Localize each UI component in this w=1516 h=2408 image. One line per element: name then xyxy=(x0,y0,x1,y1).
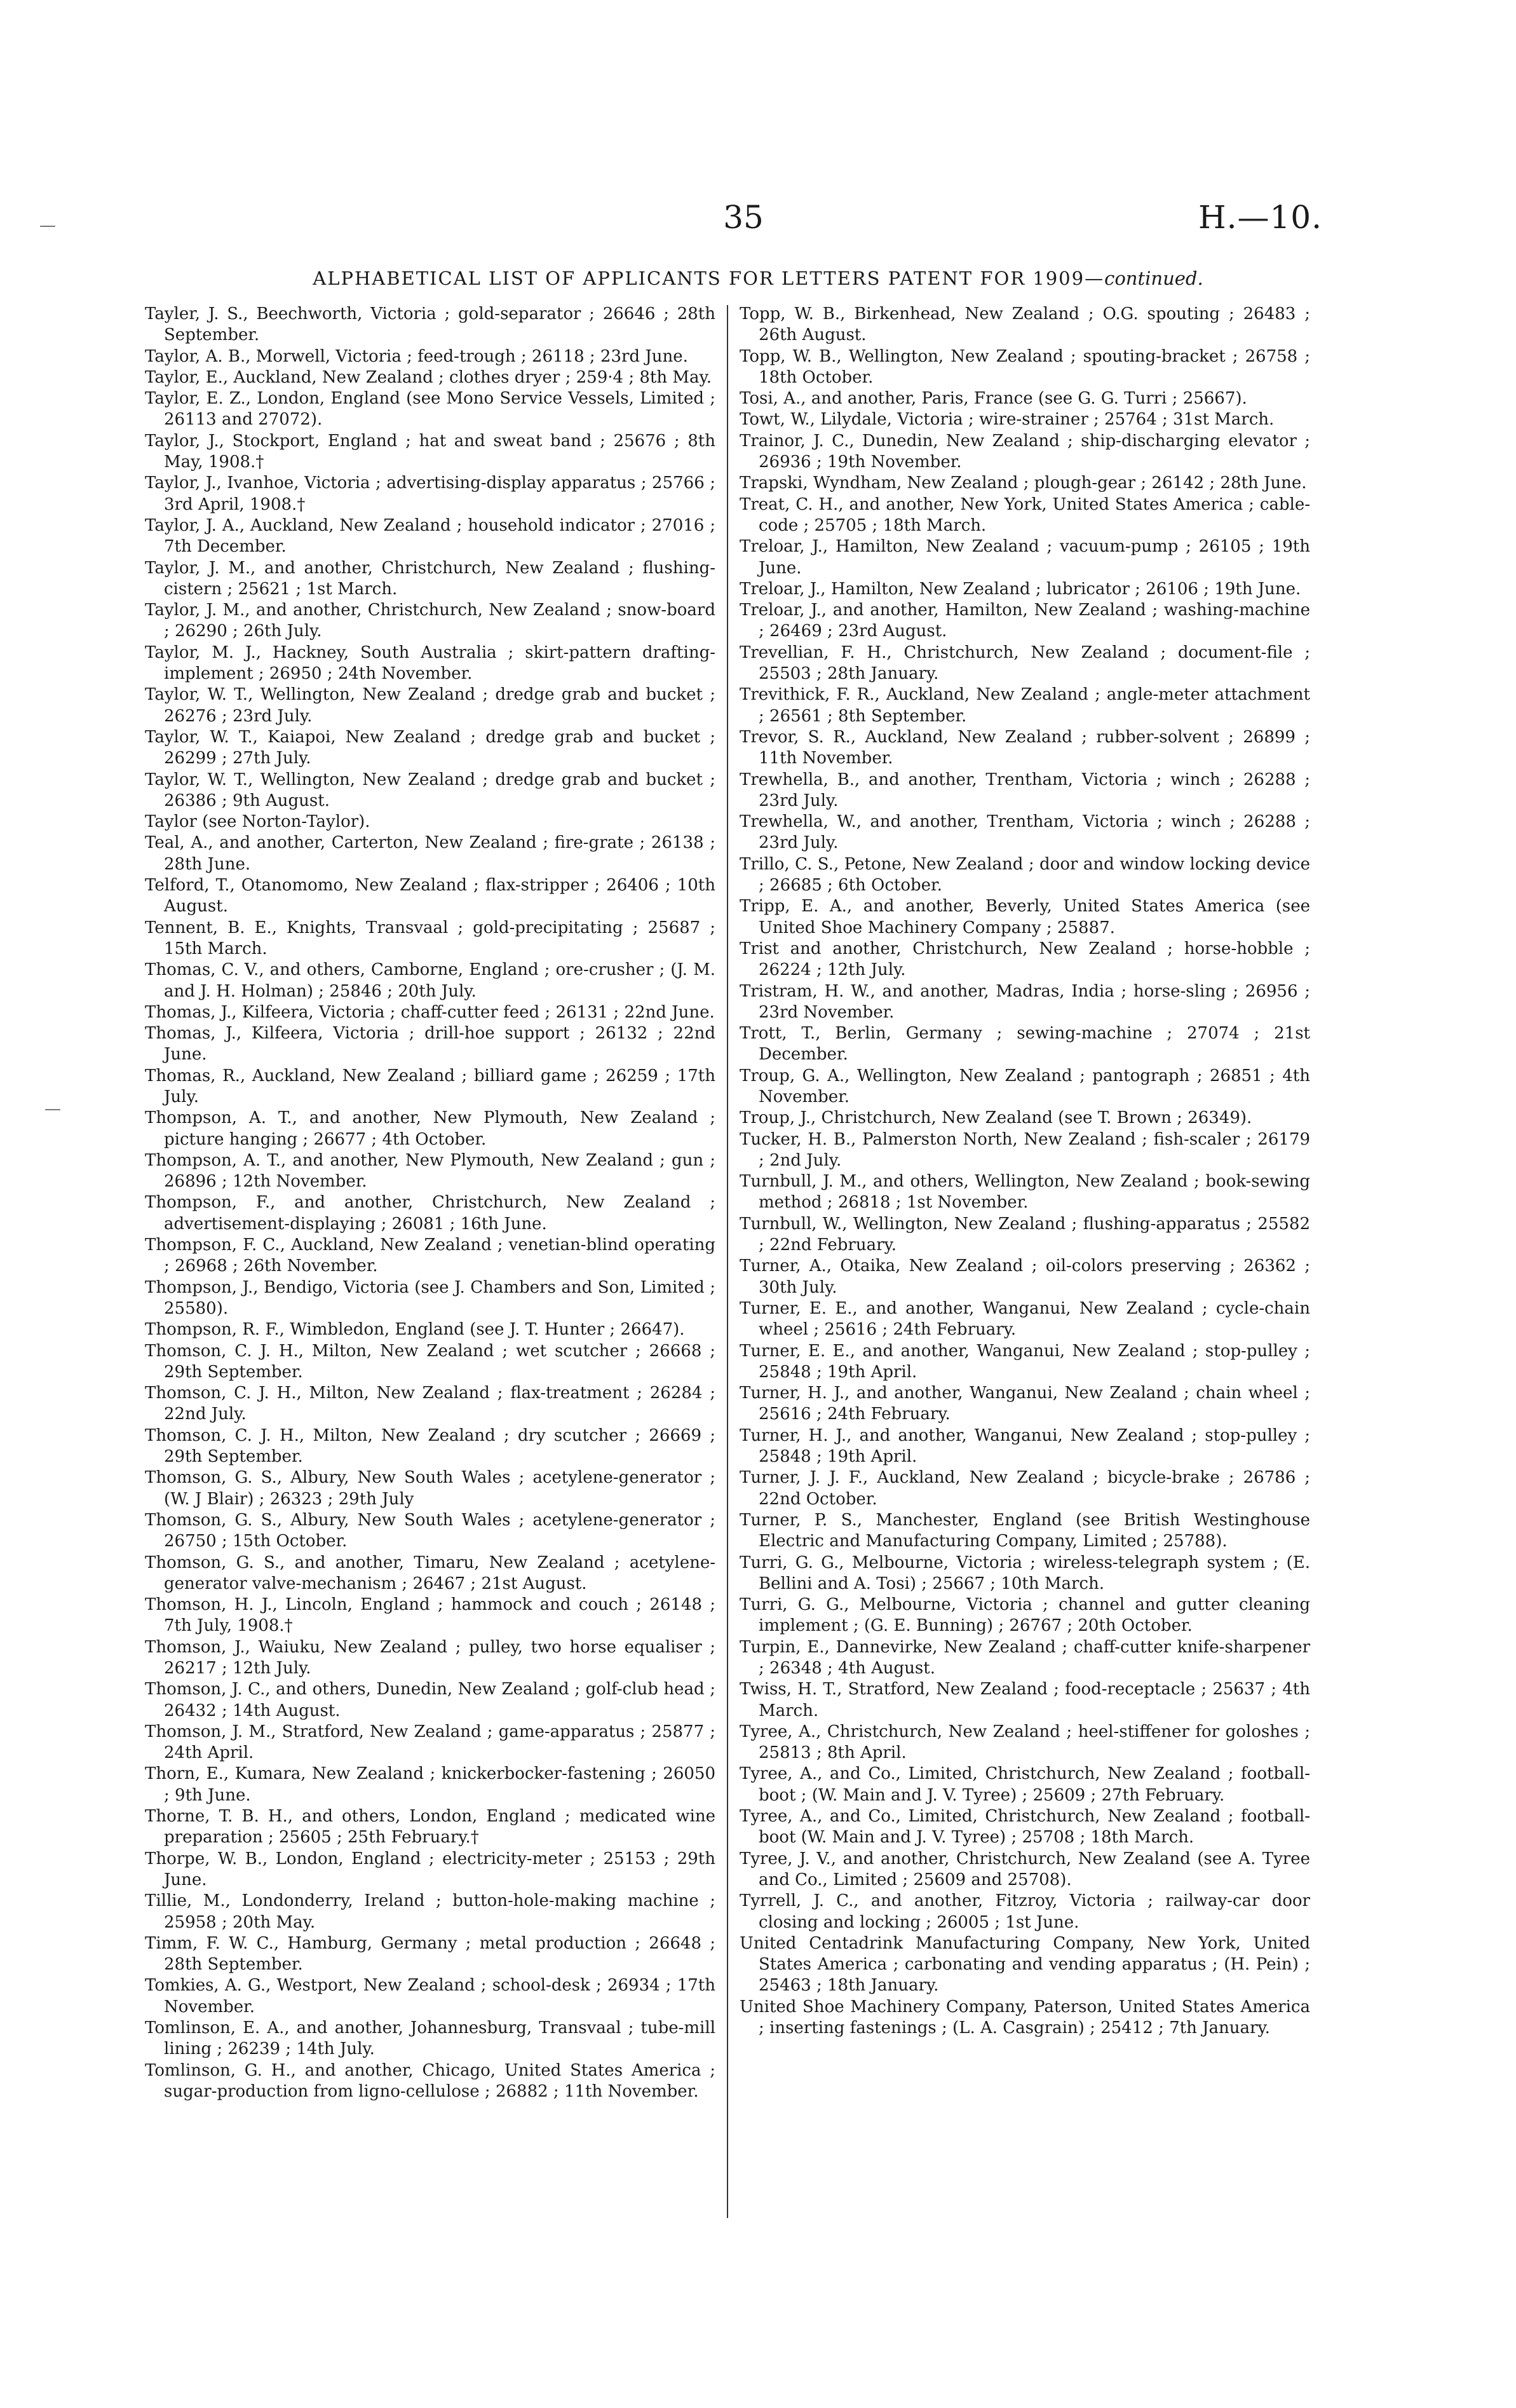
patent-entry: Thomson, C. J. H., Milton, New Zealand ; flax-treatment ; 26284 ; 22nd July. xyxy=(145,1384,715,1424)
patent-entry: Tosi, A., and another, Paris, France (see G. G. Turri ; 25667). xyxy=(740,389,1247,409)
patent-entry: Trewhella, B., and another, Trentham, Victoria ; winch ; 26288 ; 23rd July. xyxy=(740,770,1310,810)
patent-entry: Thomson, C. J. H., Milton, New Zealand ; dry scutcher ; 26669 ; 29th September. xyxy=(145,1425,715,1467)
patent-entry: Turner, A., Otaika, New Zealand ; oil-colors preserving ; 26362 ; 30th July. xyxy=(740,1256,1310,1297)
patent-entry: Treloar, J., Hamilton, New Zealand ; lubricator ; 26106 ; 19th June. xyxy=(740,579,1301,599)
patent-entry: Tennent, B. E., Knights, Transvaal ; gold-precipitating ; 25687 ; 15th March. xyxy=(145,918,715,958)
column-divider xyxy=(727,305,728,2218)
patent-entry: Thorpe, W. B., London, England ; electricity-meter ; 25153 ; 29th June. xyxy=(145,1849,715,1889)
patent-entry: Tomlinson, G. H., and another, Chicago, United States America ; sugar-production from ligno-cellulose ; 26882 ; 11th November. xyxy=(145,2060,715,2101)
patent-entry: Turri, G. G., Melbourne, Victoria ; wireless-telegraph system ; (E. Bellini and A. Tosi) ; 25667 ; 10th March. xyxy=(740,1553,1310,1593)
patent-entry: Trewhella, W., and another, Trentham, Victoria ; winch ; 26288 ; 23rd July. xyxy=(740,812,1310,853)
patent-entry: Treloar, J., Hamilton, New Zealand ; vacuum-pump ; 26105 ; 19th June. xyxy=(740,537,1310,578)
patent-entry: Taylor, J. A., Auckland, New Zealand ; household indicator ; 27016 ; 7th December. xyxy=(145,515,715,557)
patent-entry: Turpin, E., Dannevirke, New Zealand ; chaff-cutter knife-sharpener ; 26348 ; 4th August. xyxy=(740,1637,1310,1678)
patent-entry: Teal, A., and another, Carterton, New Zealand ; fire-grate ; 26138 ; 28th June. xyxy=(145,833,715,874)
patent-entry: Taylor, A. B., Morwell, Victoria ; feed-trough ; 26118 ; 23rd June. xyxy=(145,346,688,366)
patent-entry: Turnbull, J. M., and others, Wellington, New Zealand ; book-sewing method ; 26818 ; 1st November. xyxy=(740,1172,1310,1213)
patent-entry: Tyrrell, J. C., and another, Fitzroy, Victoria ; railway-car door closing and locking ; 26005 ; 1st June. xyxy=(740,1891,1310,1932)
patent-entry: Taylor, J. M., and another, Christchurch, New Zealand ; flushing-cistern ; 25621 ; 1st March. xyxy=(145,558,715,599)
patent-entry: Turnbull, W., Wellington, New Zealand ; flushing-apparatus ; 25582 ; 22nd February. xyxy=(740,1214,1310,1255)
patent-entry: Thompson, A. T., and another, New Plymouth, New Zealand ; picture hanging ; 26677 ; 4th October. xyxy=(145,1108,715,1149)
right-column xyxy=(740,304,1310,2039)
patent-entry: Turner, H. J., and another, Wanganui, New Zealand ; chain wheel ; 25616 ; 24th February. xyxy=(740,1384,1310,1424)
patent-entry: Tomkies, A. G., Westport, New Zealand ; school-desk ; 26934 ; 17th November. xyxy=(145,1976,715,2017)
left-column xyxy=(145,304,715,2102)
patent-entry: Tyree, A., and Co., Limited, Christchurch, New Zealand ; football-boot (W. Main and J. V. Tyree) ; 25708 ; 18th March. xyxy=(740,1807,1310,1847)
patent-entry: Thompson, J., Bendigo, Victoria (see J. Chambers and Son, Limited ; 25580). xyxy=(145,1277,715,1318)
patent-entry: Taylor, E. Z., London, England (see Mono Service Vessels, Limited ; 26113 and 27072). xyxy=(145,389,715,430)
patent-entry: Turner, H. J., and another, Wanganui, New Zealand ; stop-pulley ; 25848 ; 19th April. xyxy=(740,1425,1310,1467)
patent-entry: Thomson, G. S., Albury, New South Wales ; acetylene-generator ; (W. J Blair) ; 26323 ; 29th July xyxy=(145,1468,715,1509)
patent-entry: Trainor, J. C., Dunedin, New Zealand ; ship-discharging elevator ; 26936 ; 19th November. xyxy=(740,431,1310,472)
patent-entry: Taylor, W. T., Wellington, New Zealand ; dredge grab and bucket ; 26276 ; 23rd July. xyxy=(145,685,715,726)
patent-entry: United Centadrink Manufacturing Company, New York, United States America ; carbonating and vending apparatus ; (H. Pein) ; 25463 ; 18th January. xyxy=(740,1933,1310,1996)
patent-entry: Trott, T., Berlin, Germany ; sewing-machine ; 27074 ; 21st December. xyxy=(740,1024,1310,1065)
patent-entry: United Shoe Machinery Company, Paterson, United States America ; inserting fastenings ; (L. A. Casgrain) ; 25412 ; 7th January. xyxy=(740,1997,1310,2038)
patent-entry: Tyree, A., Christchurch, New Zealand ; heel-stiffener for goloshes ; 25813 ; 8th April. xyxy=(740,1722,1310,1763)
patent-entry: Thompson, F. C., Auckland, New Zealand ; venetian-blind operating ; 26968 ; 26th November. xyxy=(145,1235,715,1276)
patent-entry: Thompson, F., and another, Christchurch, New Zealand ; advertisement-displaying ; 26081 ; 16th June. xyxy=(145,1193,715,1234)
patent-entry: Taylor, J., Stockport, England ; hat and sweat band ; 25676 ; 8th May, 1908.† xyxy=(145,431,715,472)
patent-entry: Thomas, J., Kilfeera, Victoria ; chaff-cutter feed ; 26131 ; 22nd June. xyxy=(145,1002,715,1022)
patent-entry: Telford, T., Otanomomo, New Zealand ; flax-stripper ; 26406 ; 10th August. xyxy=(145,876,715,916)
patent-entry: Turner, E. E., and another, Wanganui, New Zealand ; cycle-chain wheel ; 25616 ; 24th February. xyxy=(740,1298,1310,1340)
list-heading-continued: continued. xyxy=(1104,268,1203,289)
patent-entry: Thompson, R. F., Wimbledon, England (see J. T. Hunter ; 26647). xyxy=(145,1320,685,1340)
patent-entry: Thomas, R., Auckland, New Zealand ; billiard game ; 26259 ; 17th July. xyxy=(145,1066,715,1106)
list-heading xyxy=(127,266,1389,291)
page-number: 35 xyxy=(723,199,764,236)
patent-entry: Turner, P. S., Manchester, England (see British Westinghouse Electric and Manufacturing Company, Limited ; 25788). xyxy=(740,1510,1310,1551)
patent-entry: Thomson, J. M., Stratford, New Zealand ; game-apparatus ; 25877 ; 24th April. xyxy=(145,1722,715,1763)
patent-entry: Topp, W. B., Wellington, New Zealand ; spouting-bracket ; 26758 ; 18th October. xyxy=(740,346,1310,387)
patent-entry: Tyree, J. V., and another, Christchurch, New Zealand (see A. Tyree and Co., Limited ; 25609 and 25708). xyxy=(740,1849,1310,1889)
patent-entry: Topp, W. B., Birkenhead, New Zealand ; O.G. spouting ; 26483 ; 26th August. xyxy=(740,304,1310,345)
patent-entry: Trist and another, Christchurch, New Zealand ; horse-hobble ; 26224 ; 12th July. xyxy=(740,939,1310,980)
patent-entry: Twiss, H. T., Stratford, New Zealand ; food-receptacle ; 25637 ; 4th March. xyxy=(740,1680,1310,1720)
patent-entry: Taylor, M. J., Hackney, South Australia ; skirt-pattern drafting-implement ; 26950 ; 24th November. xyxy=(145,643,715,684)
margin-mark: — xyxy=(44,1099,61,1119)
patent-entry: Thomson, J. C., and others, Dunedin, New Zealand ; golf-club head ; 26432 ; 14th August. xyxy=(145,1680,715,1720)
patent-entry: Tristram, H. W., and another, Madras, India ; horse-sling ; 26956 ; 23rd November. xyxy=(740,981,1310,1022)
patent-entry: Tillie, M., Londonderry, Ireland ; button-hole-making machine ; 25958 ; 20th May. xyxy=(145,1891,715,1932)
patent-entry: Thompson, A. T., and another, New Plymouth, New Zealand ; gun ; 26896 ; 12th November. xyxy=(145,1150,715,1192)
patent-entry: Troup, J., Christchurch, New Zealand (see T. Brown ; 26349). xyxy=(740,1108,1252,1128)
patent-entry: Turri, G. G., Melbourne, Victoria ; channel and gutter cleaning implement ; (G. E. Bunning) ; 26767 ; 20th October. xyxy=(740,1595,1310,1636)
document-reference: H.—10. xyxy=(1198,199,1322,236)
patent-entry: Taylor, E., Auckland, New Zealand ; clothes dryer ; 259·4 ; 8th May. xyxy=(145,367,712,387)
margin-mark: — xyxy=(39,216,56,235)
patent-entry: Thorne, T. B. H., and others, London, England ; medicated wine preparation ; 25605 ; 25th February.† xyxy=(145,1807,715,1847)
patent-entry: Thomson, H. J., Lincoln, England ; hammock and couch ; 26148 ; 7th July, 1908.† xyxy=(145,1595,715,1636)
patent-entry: Treat, C. H., and another, New York, United States America ; cable-code ; 25705 ; 18th March. xyxy=(740,494,1310,535)
patent-entry: Turner, E. E., and another, Wanganui, New Zealand ; stop-pulley ; 25848 ; 19th April. xyxy=(740,1341,1310,1382)
patent-entry: Timm, F. W. C., Hamburg, Germany ; metal production ; 26648 ; 28th September. xyxy=(145,1933,715,1975)
patent-entry: Taylor, W. T., Wellington, New Zealand ; dredge grab and bucket ; 26386 ; 9th August. xyxy=(145,770,715,810)
patent-entry: Thorn, E., Kumara, New Zealand ; knickerbocker-fastening ; 26050 ; 9th June. xyxy=(145,1764,715,1805)
patent-entry: Taylor, J. M., and another, Christchurch, New Zealand ; snow-board ; 26290 ; 26th July. xyxy=(145,601,715,641)
patent-entry: Tayler, J. S., Beechworth, Victoria ; gold-separator ; 26646 ; 28th September. xyxy=(145,304,715,345)
patent-entry: Tomlinson, E. A., and another, Johannesburg, Transvaal ; tube-mill lining ; 26239 ; 14th July. xyxy=(145,2018,715,2059)
patent-entry: Tripp, E. A., and another, Beverly, United States America (see United Shoe Machinery Company ; 25887. xyxy=(740,897,1310,937)
patent-entry: Taylor (see Norton-Taylor). xyxy=(145,812,370,832)
patent-entry: Trevor, S. R., Auckland, New Zealand ; rubber-solvent ; 26899 ; 11th November. xyxy=(740,727,1310,768)
patent-entry: Thomson, G. S., and another, Timaru, New Zealand ; acetylene-generator valve-mechanism ; 26467 ; 21st August. xyxy=(145,1553,715,1593)
patent-entry: Towt, W., Lilydale, Victoria ; wire-strainer ; 25764 ; 31st March. xyxy=(740,410,1275,430)
list-heading-text: ALPHABETICAL LIST OF APPLICANTS FOR LETTERS PATENT FOR 1909— xyxy=(313,268,1105,289)
patent-entry: Trillo, C. S., Petone, New Zealand ; door and window locking device ; 26685 ; 6th October. xyxy=(740,854,1310,895)
patent-entry: Treloar, J., and another, Hamilton, New Zealand ; washing-machine ; 26469 ; 23rd August. xyxy=(740,601,1310,641)
patent-entry: Trapski, Wyndham, New Zealand ; plough-gear ; 26142 ; 28th June. xyxy=(740,473,1307,493)
patent-entry: Taylor, J., Ivanhoe, Victoria ; advertising-display apparatus ; 25766 ; 3rd April, 1908.† xyxy=(145,473,715,514)
patent-entry: Taylor, W. T., Kaiapoi, New Zealand ; dredge grab and bucket ; 26299 ; 27th July. xyxy=(145,727,715,768)
patent-entry: Tyree, A., and Co., Limited, Christchurch, New Zealand ; football-boot ; (W. Main and J. V. Tyree) ; 25609 ; 27th February. xyxy=(740,1764,1310,1805)
patent-entry: Trevithick, F. R., Auckland, New Zealand ; angle-meter attachment ; 26561 ; 8th September. xyxy=(740,685,1310,726)
patent-entry: Thomas, C. V., and others, Camborne, England ; ore-crusher ; (J. M. and J. H. Holman) ; 25846 ; 20th July. xyxy=(145,960,715,1001)
patent-entry: Trevellian, F. H., Christchurch, New Zealand ; document-file ; 25503 ; 28th January. xyxy=(740,643,1310,684)
patent-entry: Tucker, H. B., Palmerston North, New Zealand ; fish-scaler ; 26179 ; 2nd July. xyxy=(740,1129,1310,1170)
patent-entry: Thomson, J., Waiuku, New Zealand ; pulley, two horse equaliser ; 26217 ; 12th July. xyxy=(145,1637,715,1678)
patent-entry: Thomson, C. J. H., Milton, New Zealand ; wet scutcher ; 26668 ; 29th September. xyxy=(145,1341,715,1382)
patent-entry: Thomas, J., Kilfeera, Victoria ; drill-hoe support ; 26132 ; 22nd June. xyxy=(145,1024,715,1065)
patent-entry: Turner, J. J. F., Auckland, New Zealand ; bicycle-brake ; 26786 ; 22nd October. xyxy=(740,1468,1310,1509)
patent-entry: Troup, G. A., Wellington, New Zealand ; pantograph ; 26851 ; 4th November. xyxy=(740,1066,1310,1106)
patent-entry: Thomson, G. S., Albury, New South Wales ; acetylene-generator ; 26750 ; 15th October. xyxy=(145,1510,715,1551)
